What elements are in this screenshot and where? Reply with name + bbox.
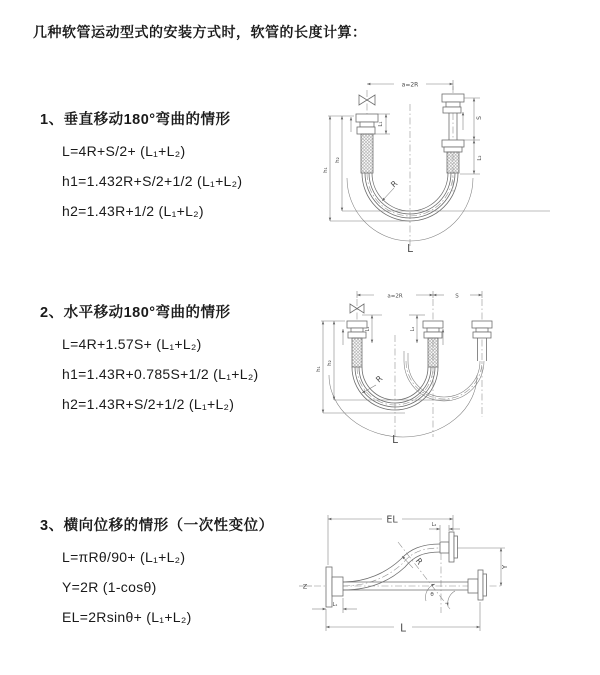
dimension-lines — [321, 291, 482, 413]
section-heading: 1、垂直移动180°弯曲的情形 — [40, 112, 231, 128]
dim-label-el: EL — [386, 514, 398, 526]
hose-braid — [352, 338, 362, 367]
middle-riser-fitting — [423, 321, 443, 367]
dim-label-h2: h₂ — [327, 360, 333, 366]
dim-label-l: L — [392, 434, 398, 446]
dim-label-s: S — [476, 116, 483, 120]
formula-line: L=4R+1.57S+ (L₁+L₂) — [62, 336, 202, 352]
section-lateral-displacement — [40, 516, 274, 626]
left-riser-fitting — [356, 114, 378, 173]
dim-label-r: R — [413, 556, 425, 567]
dim-label-l2: L₂ — [431, 522, 437, 528]
section-horizontal-movement — [40, 303, 259, 413]
dimension-lines — [312, 515, 505, 631]
dim-label-h1: h₁ — [323, 167, 329, 173]
dim-label-l: L — [400, 622, 406, 635]
dim-label-l1: L₁ — [332, 602, 338, 608]
section-heading: 3、横向位移的情形（一次性变位） — [40, 518, 274, 534]
s-curve-hose — [343, 544, 440, 590]
formula-line: h1=1.43R+0.785S+1/2 (L₁+L₂) — [62, 366, 259, 382]
section-heading: 2、水平移动180°弯曲的情形 — [40, 305, 231, 321]
section-vertical-movement — [40, 110, 242, 220]
dim-label-l: L — [407, 243, 413, 255]
formula-line: h2=1.43R+1/2 (L₁+L₂) — [62, 203, 204, 219]
hose-braid — [428, 338, 438, 367]
hose-braid — [447, 152, 459, 173]
page-title: 几种软管运动型式的安装方式时，软管的长度计算： — [33, 24, 367, 40]
dim-label-h1: h₁ — [316, 366, 322, 372]
centerlines — [357, 299, 482, 437]
dim-label-a2r: a=2R — [387, 293, 403, 300]
dim-label-h2: h₂ — [335, 157, 341, 163]
left-flange — [326, 567, 343, 607]
left-riser-fitting — [347, 321, 367, 367]
dim-label-l1: L₁ — [378, 121, 384, 127]
centerlines — [367, 86, 453, 248]
right-flange — [468, 570, 487, 600]
dim-label-y: Y — [501, 564, 509, 570]
diagram-horizontal-180-bend — [310, 285, 590, 465]
dim-label-l2: L₂ — [410, 326, 416, 332]
dim-label-l2: L₂ — [477, 155, 483, 161]
dim-label-z: Z — [302, 582, 308, 591]
dim-label-r: R — [374, 373, 385, 385]
hose-u-bend-position2 — [404, 351, 484, 401]
formula-line: h2=1.43R+S/2+1/2 (L₁+L₂) — [62, 396, 235, 412]
hose-braid — [361, 134, 373, 173]
formula-line: L=πRθ/90+ (L₁+L₂) — [62, 549, 186, 565]
dim-label-r: R — [389, 178, 400, 190]
dim-label-l1: L₁ — [365, 326, 371, 332]
diagram-lateral-displacement — [298, 505, 598, 665]
dim-label-theta: θ — [430, 592, 434, 598]
top-right-flange — [440, 532, 458, 562]
formula-line: Y=2R (1-cosθ) — [62, 579, 157, 595]
formula-line: EL=2Rsinθ+ (L₁+L₂) — [62, 609, 192, 625]
diagram-vertical-180-bend — [310, 70, 590, 260]
dim-label-a2r: a=2R — [401, 81, 419, 89]
formula-line: L=4R+S/2+ (L₁+L₂) — [62, 143, 186, 159]
formula-line: h1=1.432R+S/2+1/2 (L₁+L₂) — [62, 173, 243, 189]
dim-label-s: S — [455, 293, 459, 300]
